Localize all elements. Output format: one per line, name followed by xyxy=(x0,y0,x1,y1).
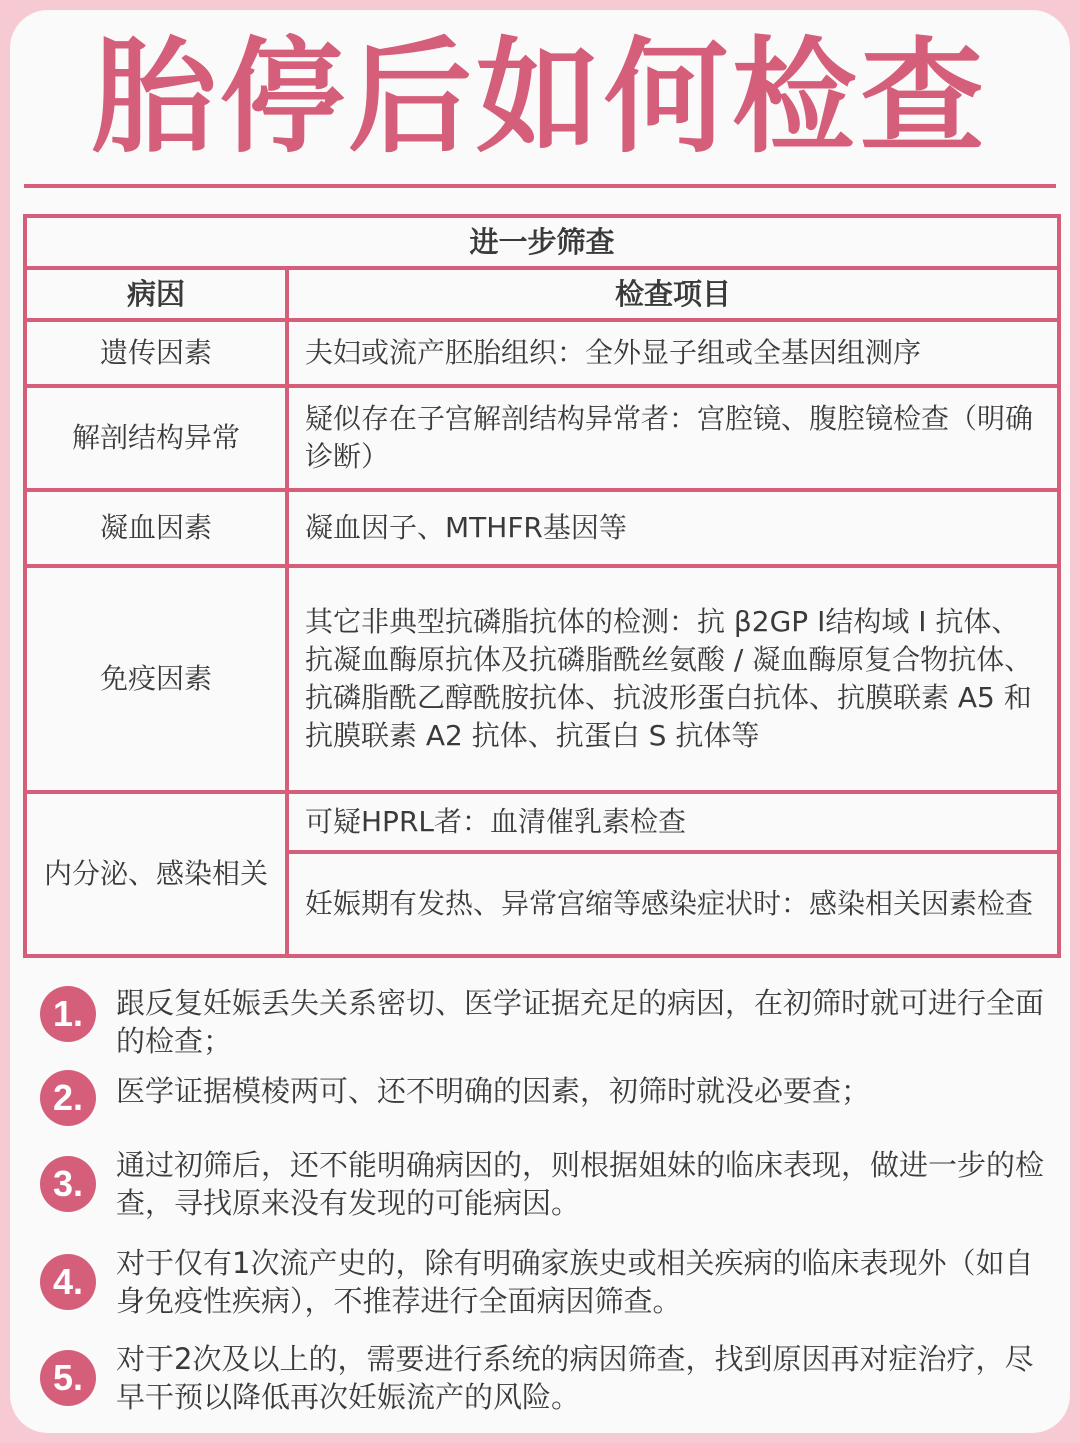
item-cell: 疑似存在子宫解剖结构异常者：宫腔镜、腹腔镜检查（明确诊断） xyxy=(287,386,1059,490)
page-title: 胎停后如何检查 xyxy=(91,26,988,170)
table-row xyxy=(25,566,1059,792)
table-row xyxy=(25,490,1059,566)
note-text: 对于仅有1次流产史的，除有明确家族史或相关疾病的临床表现外（如自身免疫性疾病），不推荐进行全面病因筛查。 xyxy=(116,1246,1034,1318)
note-text: 通过初筛后，还不能明确病因的，则根据姐妹的临床表现，做进一步的检查，寻找原来没有发现的可能病因。 xyxy=(116,1148,1045,1220)
number-badge: 5. xyxy=(40,1350,96,1406)
column-header-cause: 病因 xyxy=(25,268,287,320)
screening-table xyxy=(23,214,1061,958)
table-row xyxy=(25,792,1059,852)
number-badge: 1. xyxy=(40,986,96,1042)
table-row xyxy=(25,386,1059,490)
title-divider xyxy=(24,184,1056,188)
item-cell: 其它非典型抗磷脂抗体的检测：抗 β2GP Ⅰ结构域 Ⅰ 抗体、抗凝血酶原抗体及抗磷脂酰丝氨酸 / 凝血酶原复合物抗体、抗磷脂酰乙醇酰胺抗体、抗波形蛋白抗体、抗膜联素 A5 和抗膜联素 A2 抗体、抗蛋白 S 抗体等 xyxy=(287,566,1059,792)
item-cell: 凝血因子、MTHFR基因等 xyxy=(287,490,1059,566)
cause-cell: 内分泌、感染相关 xyxy=(25,792,287,956)
cause-cell: 解剖结构异常 xyxy=(25,386,287,490)
cause-cell: 遗传因素 xyxy=(25,320,287,386)
number-badge: 2. xyxy=(40,1070,96,1126)
note-text: 对于2次及以上的，需要进行系统的病因筛查，找到原因再对症治疗，尽早干预以降低再次妊娠流产的风险。 xyxy=(116,1342,1034,1414)
table-row xyxy=(25,320,1059,386)
number-badge: 4. xyxy=(40,1254,96,1310)
item-cell: 可疑HPRL者：血清催乳素检查 xyxy=(287,792,1059,852)
table-section-title: 进一步筛查 xyxy=(25,216,1059,268)
number-badge: 3. xyxy=(40,1156,96,1212)
note-text: 医学证据模棱两可、还不明确的因素，初筛时就没必要查； xyxy=(116,1074,871,1108)
item-cell: 夫妇或流产胚胎组织：全外显子组或全基因组测序 xyxy=(287,320,1059,386)
cause-cell: 免疫因素 xyxy=(25,566,287,792)
note-text: 跟反复妊娠丢失关系密切、医学证据充足的病因，在初筛时就可进行全面的检查； xyxy=(116,986,1045,1058)
item-cell: 妊娠期有发热、异常宫缩等感染症状时：感染相关因素检查 xyxy=(287,852,1059,956)
cause-cell: 凝血因素 xyxy=(25,490,287,566)
column-header-item: 检查项目 xyxy=(287,268,1059,320)
